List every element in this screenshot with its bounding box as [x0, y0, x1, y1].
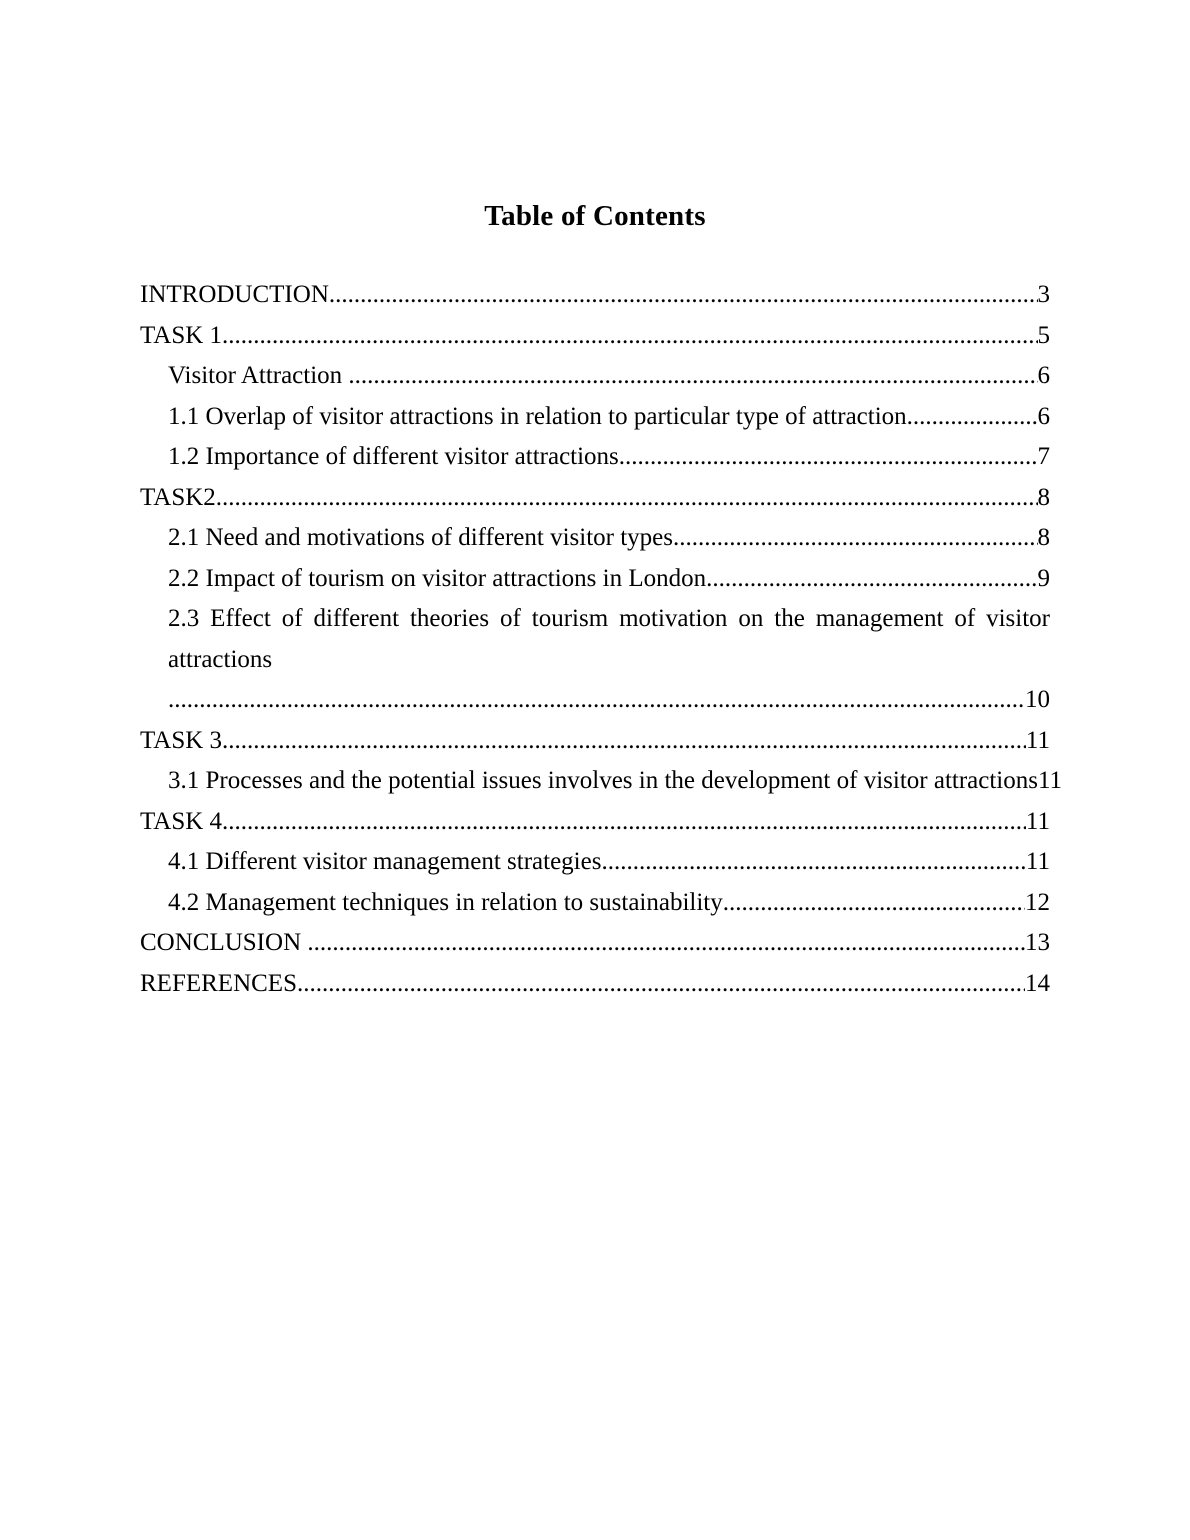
toc-page-number: 6	[1037, 402, 1050, 430]
toc-entry	[140, 599, 1050, 680]
toc-entry-text: TASK2	[140, 483, 216, 511]
toc-entry	[140, 923, 1050, 964]
dot-leader	[307, 923, 1025, 964]
toc-entry-text: 1.1 Overlap of visitor attractions in relation to particular type of attraction	[168, 402, 907, 430]
toc-entry	[140, 721, 1050, 762]
dot-leader	[329, 275, 1038, 316]
toc-page-number: 11	[1025, 807, 1050, 835]
dot-leader	[348, 356, 1037, 397]
toc-page-number: 12	[1025, 888, 1050, 916]
toc-list	[140, 275, 1063, 1004]
dot-leader	[601, 842, 1025, 883]
toc-entry	[140, 559, 1050, 600]
toc-page-number: 9	[1037, 564, 1050, 592]
dot-leader	[222, 721, 1026, 762]
toc-entry	[140, 964, 1050, 1005]
toc-entry-text: INTRODUCTION	[140, 281, 329, 308]
toc-entry-text: 3.1 Processes and the potential issues involves in the development of visitor attractions	[168, 767, 1038, 794]
toc-page-number: 6	[1037, 362, 1050, 389]
toc-page-number: 11	[1025, 726, 1050, 754]
toc-entry	[140, 883, 1050, 924]
toc-entry-text: 4.1 Different visitor management strategies	[168, 848, 602, 875]
toc-entry-text: 2.3 Effect of different theories of tourism motivation on the management of visitor attractions	[168, 605, 1050, 673]
toc-entry	[140, 275, 1050, 316]
toc-entry	[140, 437, 1050, 478]
toc-entry-text: 1.2 Importance of different visitor attractions	[168, 443, 619, 470]
toc-page-number: 11	[1025, 848, 1050, 875]
toc-entry	[140, 518, 1050, 559]
toc-page-number: 3	[1037, 281, 1050, 308]
toc-entry	[140, 356, 1050, 397]
toc-page-number: 8	[1037, 524, 1050, 551]
toc-page-number: 14	[1025, 969, 1050, 997]
toc-entry-text: CONCLUSION	[140, 929, 308, 956]
toc-entry-text: 4.2 Management techniques in relation to sustainability	[168, 888, 723, 916]
dot-leader	[297, 964, 1025, 1005]
dot-leader	[619, 437, 1038, 478]
toc-entry	[140, 802, 1050, 843]
toc-entry	[140, 842, 1050, 883]
toc-page-number: 13	[1025, 929, 1050, 956]
toc-entry-text: Visitor Attraction	[168, 362, 349, 389]
toc-page-number: 5	[1037, 321, 1050, 349]
toc-entry	[140, 680, 1050, 721]
dot-leader	[222, 802, 1026, 843]
dot-leader	[907, 397, 1038, 438]
toc-entry-text: REFERENCES	[140, 969, 297, 997]
toc-entry	[140, 316, 1050, 357]
toc-entry	[140, 761, 1063, 802]
toc-entry-text: TASK 3	[140, 726, 223, 754]
dot-leader	[168, 680, 1025, 721]
toc-entry-text: TASK 1	[140, 321, 223, 349]
dot-leader	[222, 316, 1037, 357]
toc-entry-text: 2.2 Impact of tourism on visitor attractions in London	[168, 564, 707, 592]
dot-leader	[216, 478, 1038, 519]
dot-leader	[673, 518, 1038, 559]
toc-entry	[140, 397, 1050, 438]
dot-leader	[723, 883, 1025, 924]
page-title: Table of Contents	[484, 200, 706, 232]
toc-page-number: 7	[1037, 443, 1050, 470]
dot-leader	[706, 559, 1037, 600]
toc-entry	[140, 478, 1050, 519]
toc-page-number: 8	[1037, 483, 1050, 511]
toc-page-number: 11	[1037, 767, 1063, 794]
toc-page-number: 10	[1025, 686, 1050, 713]
toc-entry-text: TASK 4	[140, 807, 223, 835]
toc-entry-text: 2.1 Need and motivations of different visitor types	[168, 524, 673, 551]
